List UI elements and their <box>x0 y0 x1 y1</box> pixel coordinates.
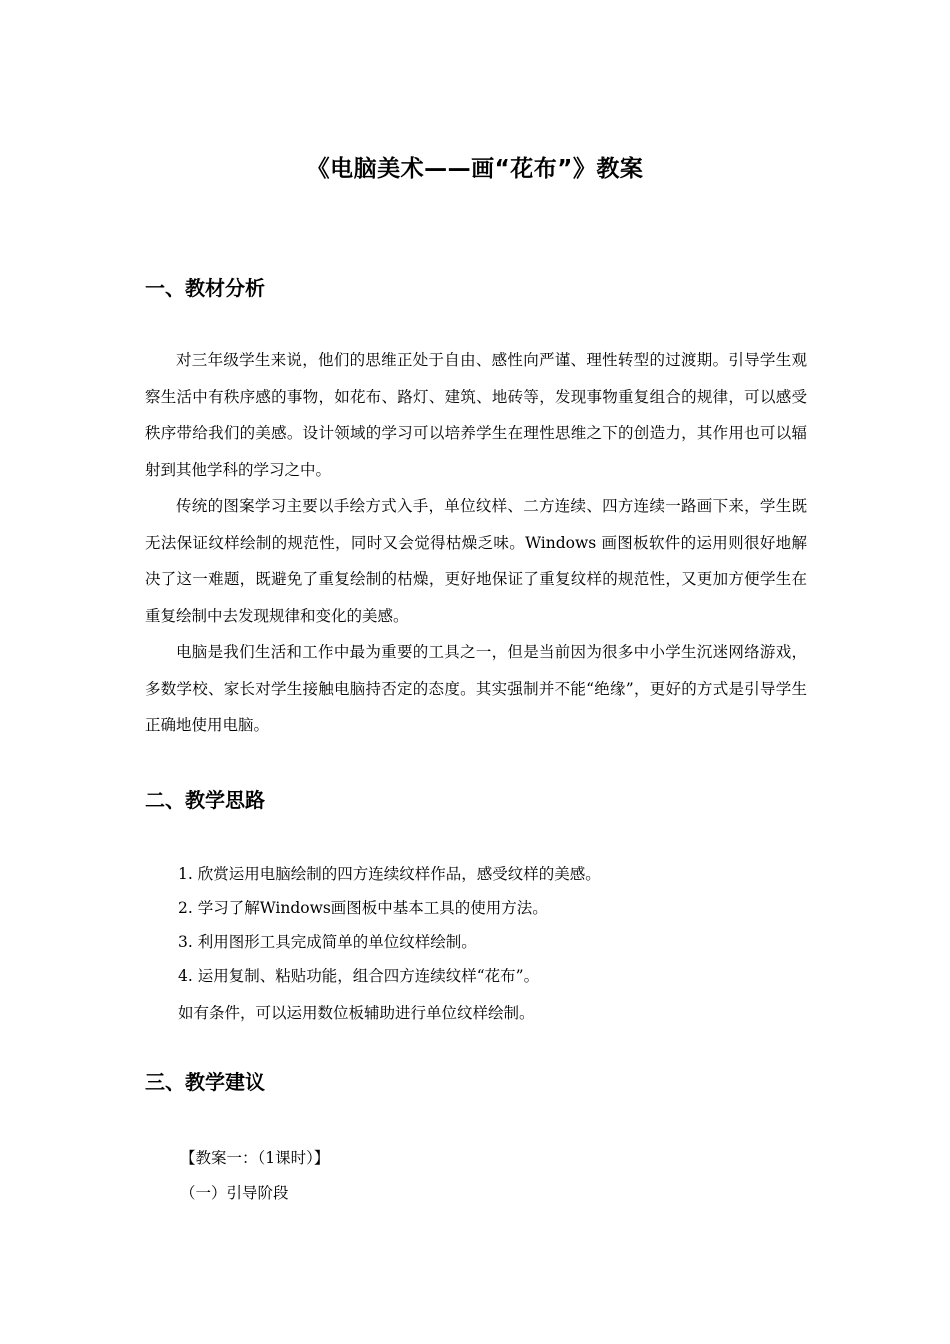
section-heading-teaching-approach: 二、教学思路 <box>145 788 265 812</box>
list-item: 3. 利用图形工具完成简单的单位纹样绘制。 <box>178 933 477 951</box>
document-title: 《电脑美术——画“花布”》教案 <box>306 156 644 182</box>
teaching-approach-note: 如有条件，可以运用数位板辅助进行单位纹样绘制。 <box>178 1004 535 1022</box>
paragraph: 对三年级学生来说，他们的思维正处于自由、感性向严谨、理性转型的过渡期。引导学生观察生活中有秩序感的事物，如花布、路灯、建筑、地砖等，发现事物重复组合的规律，可以感受秩序带给我们的美感。设计领域的学习可以培养学生在理性思维之下的创造力，其作用也可以辐射到其他学科的学习之中。 <box>145 351 807 479</box>
list-item: 2. 学习了解Windows画图板中基本工具的使用方法。 <box>178 899 548 917</box>
section-heading-textbook-analysis: 一、教材分析 <box>145 276 265 300</box>
lesson-plan-label: 【教案一：（1课时）】 <box>180 1149 330 1167</box>
list-item: 4. 运用复制、粘贴功能，组合四方连续纹样“花布”。 <box>178 967 540 985</box>
list-item: 1. 欣赏运用电脑绘制的四方连续纹样作品，感受纹样的美感。 <box>178 865 601 883</box>
section-body-textbook-analysis <box>145 342 807 744</box>
teaching-approach-list <box>178 857 798 993</box>
paragraph: 电脑是我们生活和工作中最为重要的工具之一，但是当前因为很多中小学生沉迷网络游戏，多数学校、家长对学生接触电脑持否定的态度。其实强制并不能“绝缘”，更好的方式是引导学生正确地使用电脑。 <box>145 643 807 734</box>
section-heading-teaching-suggestions: 三、教学建议 <box>145 1070 265 1094</box>
stage-label: （一）引导阶段 <box>180 1184 289 1202</box>
paragraph: 传统的图案学习主要以手绘方式入手，单位纹样、二方连续、四方连续一路画下来，学生既无法保证纹样绘制的规范性，同时又会觉得枯燥乏味。Windows 画图板软件的运用则很好地解决了这一难题，既避免了重复绘制的枯燥，更好地保证了重复纹样的规范性，又更加方便学生在重复绘制中去发现规律和变化的美感。 <box>145 497 807 625</box>
